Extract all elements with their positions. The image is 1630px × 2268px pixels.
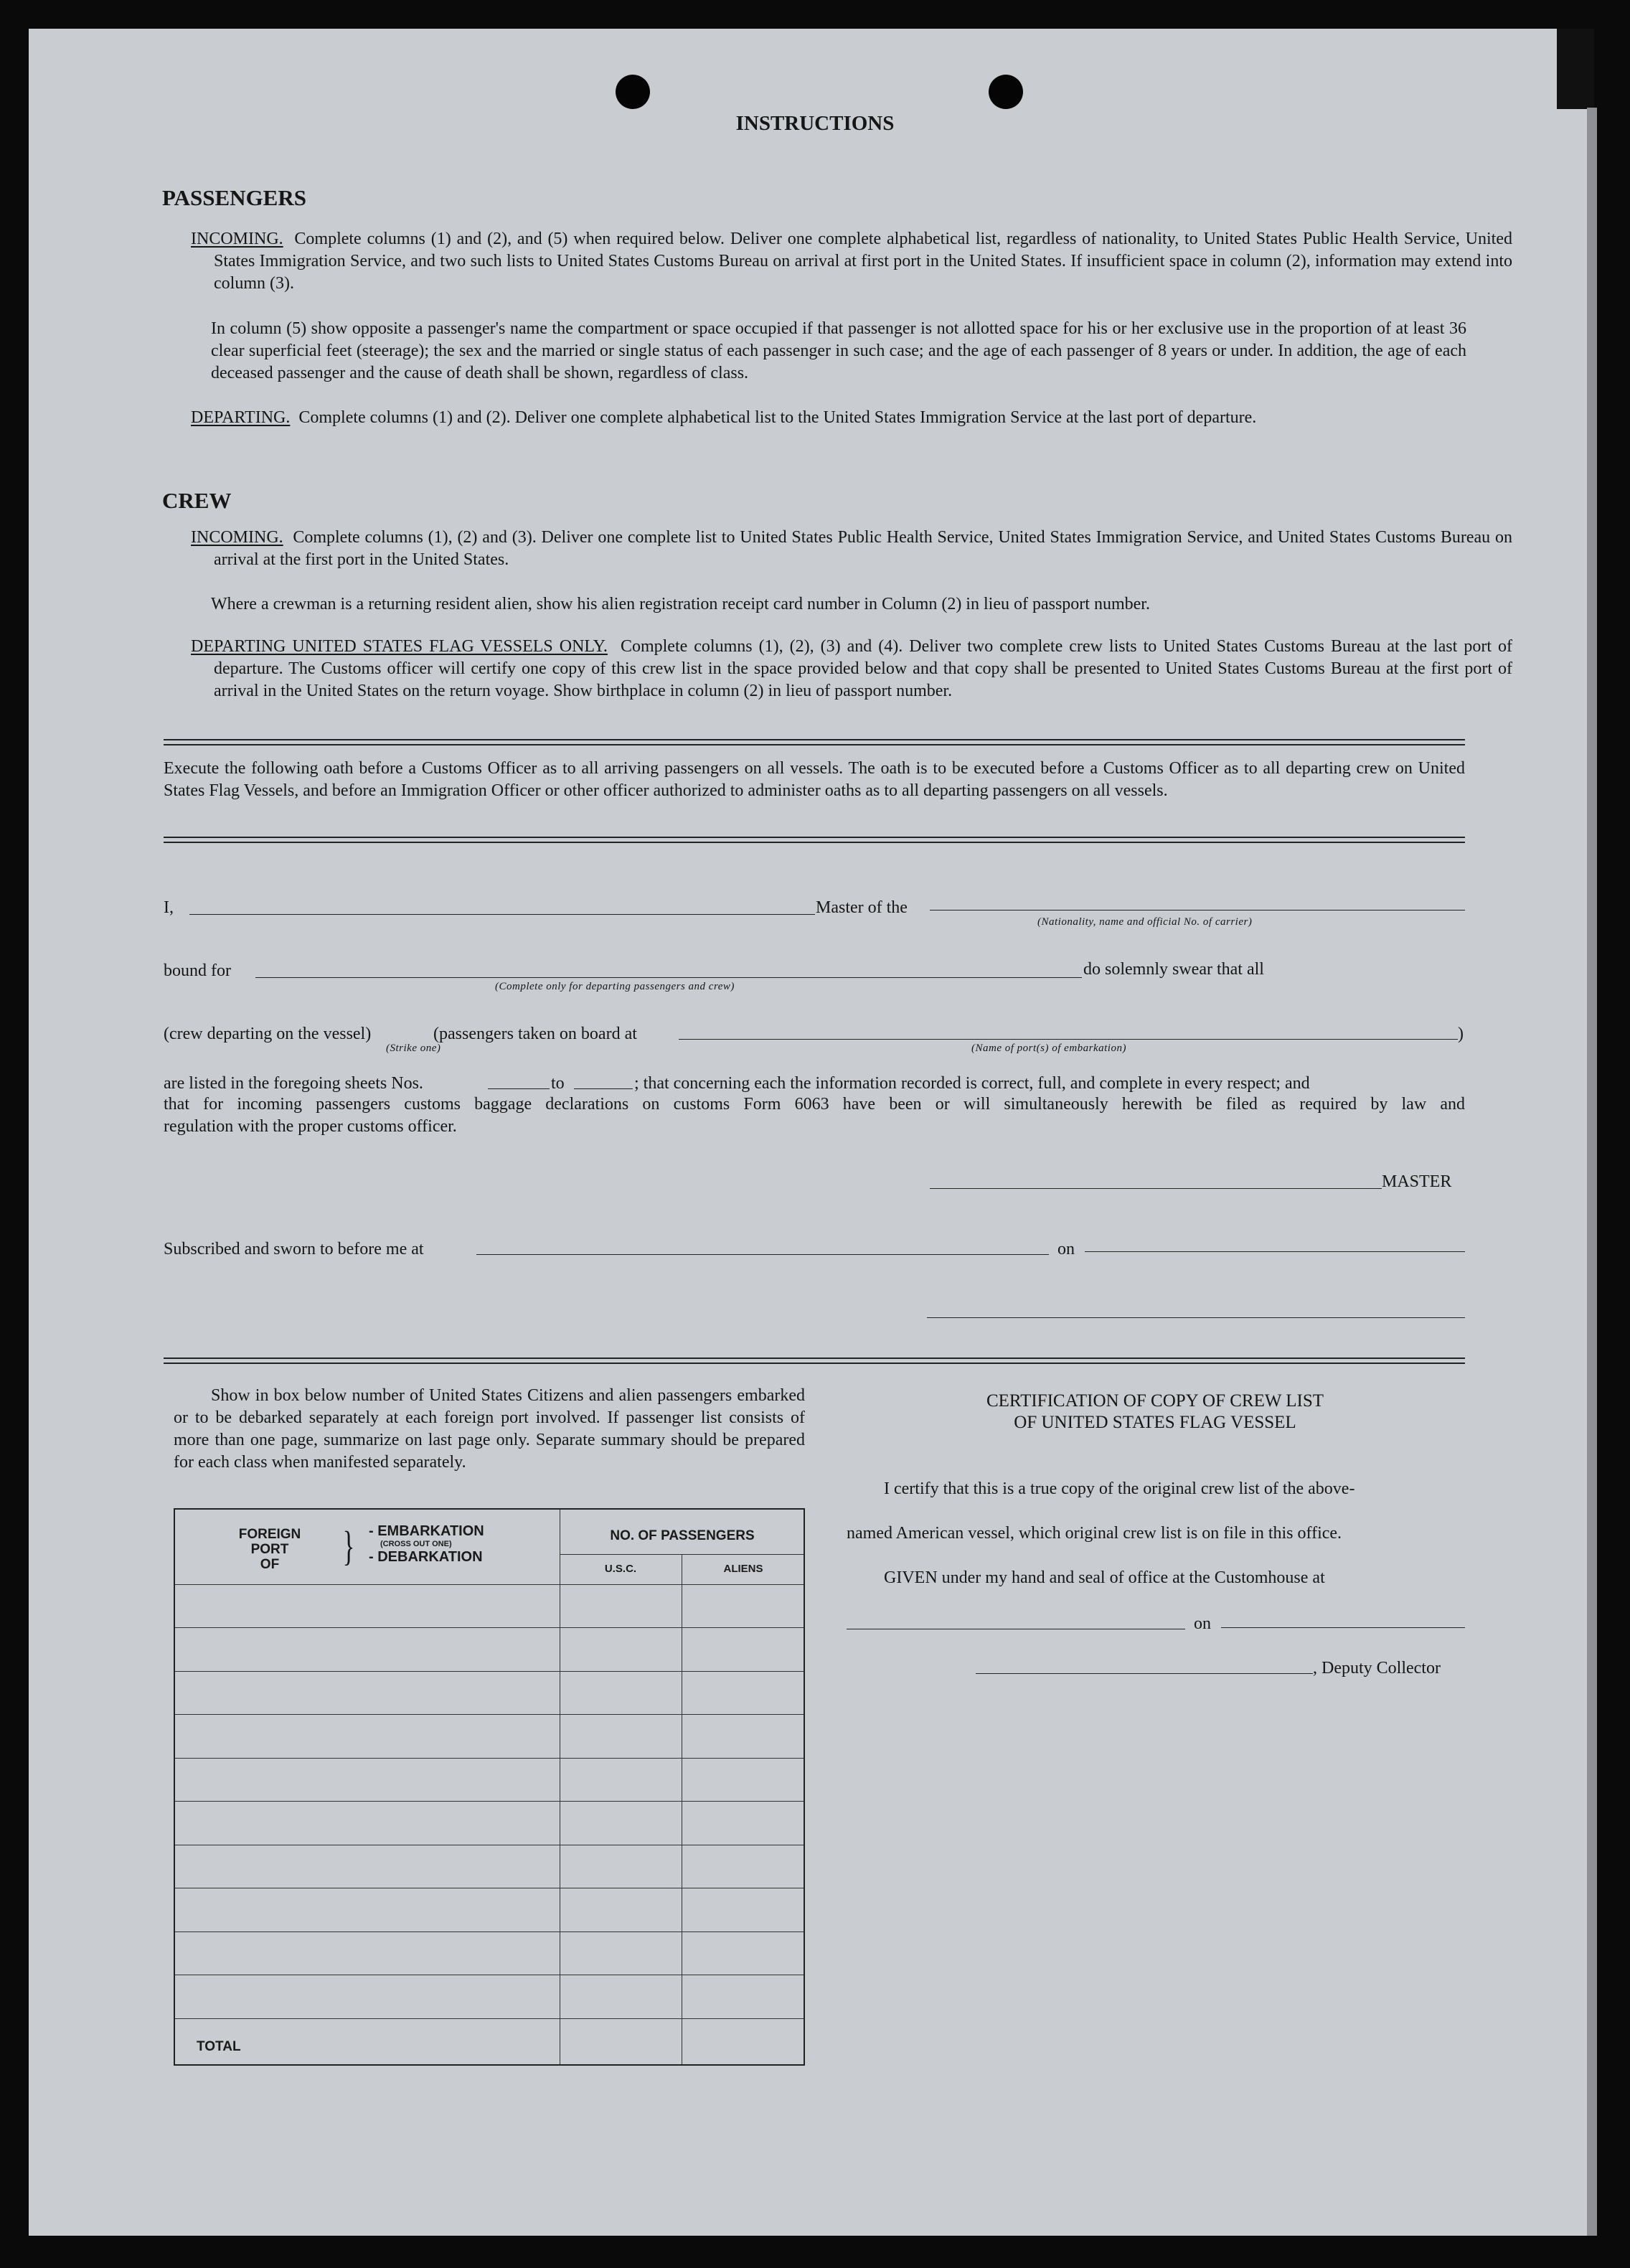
debarkation-option[interactable]: - DEBARKATION [369,1549,483,1565]
foreign-label: FOREIGN [238,1527,301,1542]
bound-for-field[interactable] [255,977,1082,978]
embarkation-option[interactable]: - EMBARKATION [369,1523,484,1539]
master-signature-field[interactable] [930,1188,1382,1189]
bound-for-label: bound for [164,961,231,980]
certification-on-label: on [1194,1614,1211,1633]
deputy-collector-signature-field[interactable] [976,1673,1313,1674]
table-row [175,1714,804,1715]
no-of-passengers-header: NO. OF PASSENGERS [610,1528,755,1543]
certify-line-1: I certify that this is a true copy of the original crew list of the above- [884,1479,1355,1498]
master-name-field[interactable] [189,914,815,915]
table-row [175,1931,804,1932]
crew-departing-label: DEPARTING UNITED STATES FLAG VESSELS ONLY. [191,637,608,656]
to-label: to [551,1074,565,1093]
certification-heading [847,1391,1464,1434]
punch-hole-right [989,75,1023,109]
close-paren: ) [1458,1025,1464,1043]
total-label: TOTAL [197,2039,241,2054]
passengers-incoming-paragraph [168,228,1512,295]
crew-departing-option[interactable]: (crew departing on the vessel) [164,1025,372,1043]
passengers-taken-option[interactable]: (passengers taken on board at [433,1025,637,1043]
section-divider [164,739,1465,745]
usc-header: U.S.C. [604,1563,637,1575]
scan-corner [1557,29,1594,109]
certification-heading-line-1: CERTIFICATION OF COPY OF CREW LIST [986,1391,1324,1411]
passenger-summary-table [174,1508,805,2066]
bound-for-caption: (Complete only for departing passengers and crew) [495,981,735,992]
certification-heading-line-2: OF UNITED STATES FLAG VESSEL [1014,1413,1296,1432]
deputy-collector-label: , Deputy Collector [1313,1659,1441,1678]
listed-suffix: ; that concerning each the information recorded is correct, full, and complete in every respect; and [634,1074,1310,1093]
page-title: INSTRUCTIONS [735,112,895,135]
header-divider [560,1554,804,1555]
cross-out-note: (CROSS OUT ONE) [380,1540,452,1548]
port-label: PORT [250,1542,289,1557]
passengers-incoming-label: INCOMING. [191,230,283,248]
table-row [175,1758,804,1759]
sheet-from-field[interactable] [488,1088,550,1089]
certification-date-field[interactable] [1221,1627,1465,1628]
crew-heading: CREW [162,488,232,513]
strike-one-caption: (Strike one) [386,1043,441,1054]
crew-departing-text: Complete columns (1), (2), (3) and (4). Deliver two complete crew lists to United States Customs Bureau at the last port of departure. The Customs officer will certify one copy of this crew list in the space provided below and that copy shall be presented to United States Customs Bureau at the first port of arrival in the United States on the return voyage. Show birthplace in column (2) in lieu of passport number. [214,637,1512,700]
ports-caption: (Name of port(s) of embarkation) [971,1043,1126,1054]
crew-incoming-paragraph [168,527,1512,571]
punch-hole-left [616,75,650,109]
embarkation-ports-field[interactable] [679,1039,1458,1040]
table-row [175,1627,804,1628]
listed-prefix: are listed in the foregoing sheets Nos. [164,1074,423,1093]
header-bottom [175,1584,804,1585]
summary-instructions: Show in box below number of United States Citizens and alien passengers embarked or to be debarked separately at each foreign port involved. If passenger list consists of more than one page, summarize on last page only. Separate summary should be prepared for each class when manifested separately. [174,1386,805,1472]
master-of-the-label: Master of the [816,898,908,917]
table-row [175,2018,804,2019]
passengers-column5-paragraph: In column (5) show opposite a passenger's name the compartment or space occupied if that passenger is not allotted space for his or her exclusive use in the proportion of at least 36 clear superficial feet (steerage); the sex and the married or single status of each passenger in such case; and the age of each passenger of 8 years or under. In addition, the age of each deceased passenger and the cause of death shall be shown, regardless of class. [211,319,1466,382]
crew-departing-paragraph [168,636,1512,702]
carrier-caption: (Nationality, name and official No. of carrier) [1037,916,1253,928]
passengers-departing-text: Complete columns (1) and (2). Deliver one complete alphabetical list to the United States Immigration Service at the last port of departure. [298,408,1257,427]
passengers-heading: PASSENGERS [162,185,306,210]
crew-incoming-label: INCOMING. [191,528,283,547]
oath-instructions: Execute the following oath before a Customs Officer as to all arriving passengers on all vessels. The oath is to be executed before a Customs Officer as to all departing crew on United States Flag Vessels, and before an Immigration Officer or other officer authorized to administer oaths as to all departing passengers on all vessels. [164,759,1465,800]
sheet-to-field[interactable] [574,1088,633,1089]
oath-i-label: I, [164,898,174,917]
certify-line-2: named American vessel, which original crew list is on file in this office. [847,1524,1342,1543]
sworn-place-field[interactable] [476,1254,1049,1255]
swear-label: do solemnly swear that all [1083,960,1264,979]
crew-incoming-text: Complete columns (1), (2) and (3). Deliver one complete list to United States Public Health Service, United States Immigration Service, and United States Customs Bureau on arrival at the first port in the United States. [214,528,1512,569]
foreign-port-of-label [220,1527,320,1572]
brace-icon: } [342,1523,355,1569]
section-divider [164,1357,1465,1364]
table-row [175,1801,804,1802]
of-label: OF [260,1557,280,1572]
passengers-departing-label: DEPARTING. [191,408,291,427]
subscribed-label: Subscribed and sworn to before me at [164,1240,424,1258]
sworn-on-label: on [1057,1240,1075,1258]
given-under-hand: GIVEN under my hand and seal of office at the Customhouse at [884,1568,1325,1587]
passengers-incoming-text: Complete columns (1) and (2), and (5) when required below. Deliver one complete alphabetical list, regardless of nationality, to United States Public Health Service, United States Immigration Service, and two such lists to United States Customs Bureau on arrival at first port in the United States. If insufficient space in column (2), information may extend into column (3). [214,230,1512,293]
listed-line-3: regulation with the proper customs officer. [164,1117,457,1136]
crew-resident-paragraph: Where a crewman is a returning resident alien, show his alien registration receipt card number in Column (2) in lieu of passport number. [211,595,1150,613]
sworn-date-field[interactable] [1085,1251,1465,1252]
master-label: MASTER [1382,1172,1452,1191]
carrier-field[interactable] [930,910,1465,911]
passengers-departing-paragraph [168,407,1512,429]
officer-signature-field[interactable] [927,1317,1465,1318]
page-edge [1587,108,1597,2236]
listed-line-2: that for incoming passengers customs baggage declarations on customs Form 6063 have been or will simultaneously herewith be filed as required by law and [164,1095,1465,1114]
table-row [175,1671,804,1672]
section-divider [164,837,1465,843]
aliens-header: ALIENS [723,1563,763,1575]
